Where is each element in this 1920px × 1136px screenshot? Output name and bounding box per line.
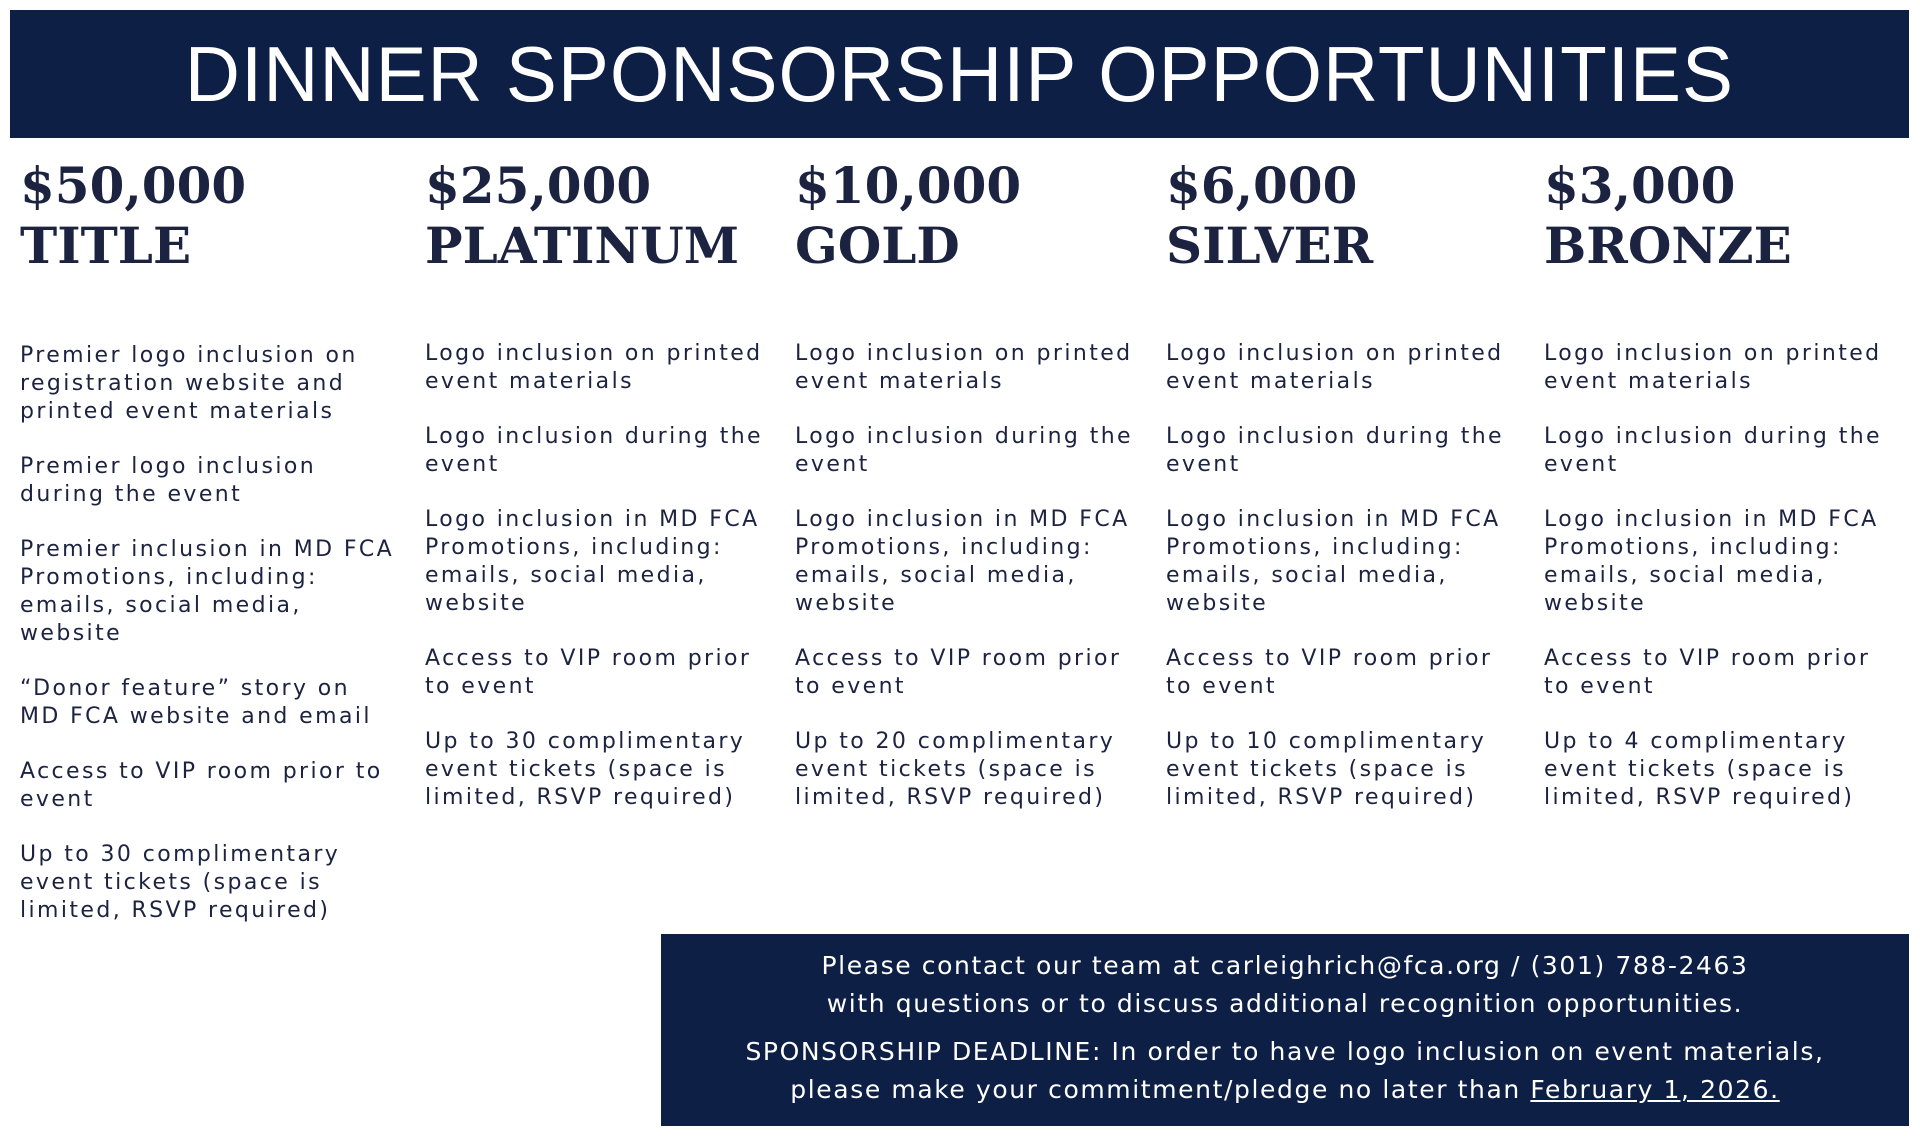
benefit-item: Logo inclusion on printed event materials [425,341,763,394]
contact-line: Please contact our team at carleighrich@fca.org / (301) 788-2463 [821,951,1749,980]
benefit-item: “Donor feature” story on MD FCA website and email [20,676,372,729]
tier-name: SILVER [1166,216,1374,275]
benefit-item: Access to VIP room prior to event [20,759,383,812]
contact-box [661,934,1909,1126]
benefit-item: Logo inclusion in MD FCA Promotions, including: emails, social media, website [795,507,1130,616]
benefit-item: Logo inclusion in MD FCA Promotions, including: emails, social media, website [1166,507,1501,616]
tier-name: GOLD [795,216,960,275]
benefit-item: Premier logo inclusion during the event [20,454,317,507]
benefit-item: Access to VIP room prior to event [425,646,752,699]
tier-name: PLATINUM [425,216,740,275]
tier-title-column [20,156,400,923]
page-title: DINNER SPONSORSHIP OPPORTUNITIES [184,29,1735,118]
tier-price: $6,000 [1166,156,1358,215]
benefit-item: Logo inclusion during the event [1166,424,1504,477]
benefit-item: Premier logo inclusion on registration website and printed event materials [20,343,358,424]
benefit-item: Logo inclusion during the event [1544,424,1882,477]
benefit-item: Up to 10 complimentary event tickets (space is limited, RSVP required) [1166,729,1487,810]
tier-price: $10,000 [795,156,1022,215]
deadline-date: February 1, 2026. [1530,1075,1780,1104]
benefit-item: Access to VIP room prior to event [1166,646,1493,699]
tier-platinum-column [425,156,770,810]
tier-price: $3,000 [1544,156,1736,215]
benefit-item: Access to VIP room prior to event [795,646,1122,699]
tier-silver-column [1166,156,1511,810]
benefit-list [425,340,770,839]
deadline-line [661,1071,1909,1109]
benefit-list [1166,340,1511,839]
benefit-list [795,340,1140,839]
benefit-item: Logo inclusion in MD FCA Promotions, including: emails, social media, website [1544,507,1879,616]
benefit-item: Up to 30 complimentary event tickets (space is limited, RSVP required) [20,842,341,923]
benefit-item: Up to 30 complimentary event tickets (space is limited, RSVP required) [425,729,746,810]
benefit-item: Up to 4 complimentary event tickets (space is limited, RSVP required) [1544,729,1855,810]
benefit-list [20,342,400,952]
tier-bronze-column [1544,156,1904,810]
contact-line: with questions or to discuss additional recognition opportunities. [826,989,1744,1018]
benefit-item: Access to VIP room prior to event [1544,646,1871,699]
benefit-item: Logo inclusion on printed event materials [1166,341,1504,394]
benefit-item: Logo inclusion during the event [795,424,1133,477]
benefit-list [1544,340,1904,839]
tier-price: $50,000 [20,156,247,215]
tier-name: BRONZE [1544,216,1792,275]
header-banner [10,10,1909,138]
benefit-item: Logo inclusion on printed event materials [795,341,1133,394]
tier-name: TITLE [20,216,192,275]
deadline-text: please make your commitment/pledge no later than [790,1075,1531,1104]
tier-gold-column [795,156,1140,810]
benefit-item: Premier inclusion in MD FCA Promotions, including: emails, social media, website [20,537,395,646]
deadline-line: SPONSORSHIP DEADLINE: In order to have logo inclusion on event materials, [745,1037,1825,1066]
benefit-item: Up to 20 complimentary event tickets (space is limited, RSVP required) [795,729,1116,810]
benefit-item: Logo inclusion on printed event materials [1544,341,1882,394]
tier-price: $25,000 [425,156,652,215]
benefit-item: Logo inclusion during the event [425,424,763,477]
benefit-item: Logo inclusion in MD FCA Promotions, including: emails, social media, website [425,507,760,616]
